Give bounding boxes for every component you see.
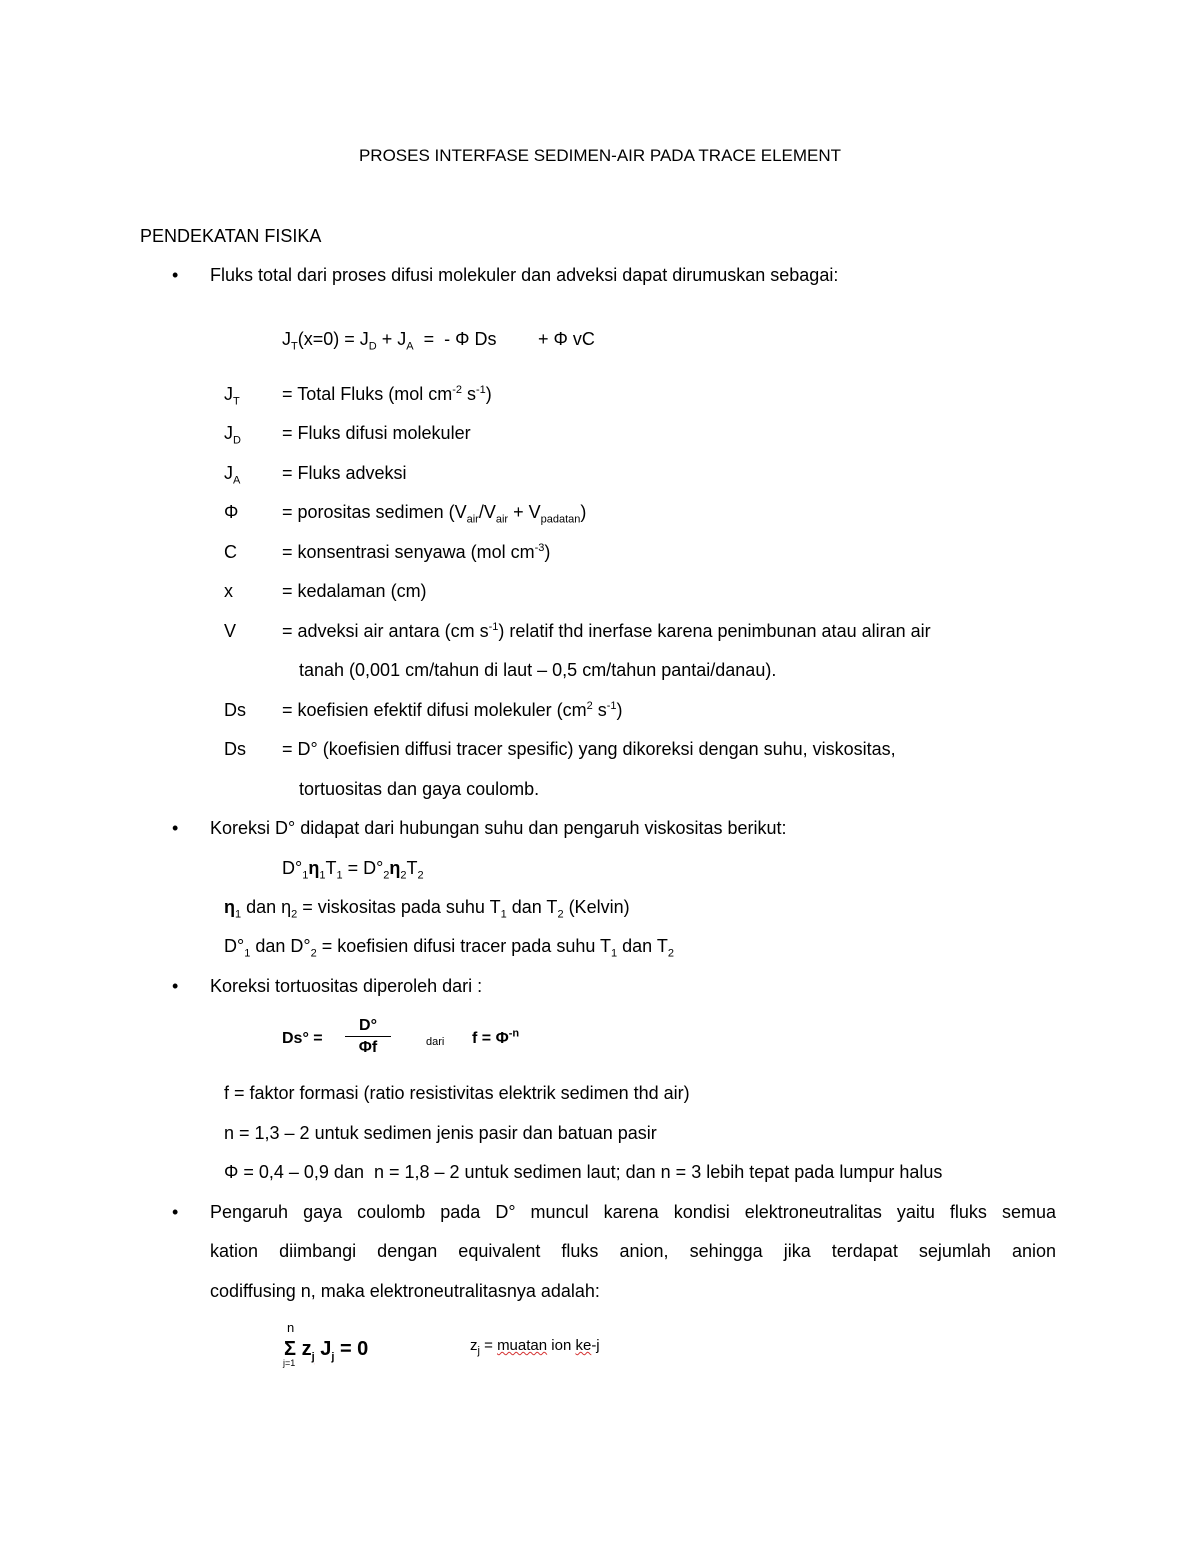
bullet-text-coulomb-line3: codiffusing n, maka elektroneutralitasnya adalah: xyxy=(210,1281,600,1301)
equation-viscosity: $D^\circ_1\eta_1T_1 = D^\circ_2\eta_2T_2$ xyxy=(282,858,424,882)
bullet-marker: • xyxy=(172,818,179,838)
definition-symbol: C xyxy=(224,542,237,562)
bullet-text-total-flux: Fluks total dari proses difusi molekuler dan adveksi dapat dirumuskan sebagai: xyxy=(210,265,839,285)
equation-advection-term: + Φ vC xyxy=(538,329,595,349)
definition-advection-flux: = Fluks adveksi xyxy=(282,463,407,483)
bullet-marker: • xyxy=(172,265,179,285)
fraction-denominator: Φf xyxy=(358,1039,378,1056)
definition-advection-continued: tanah (0,001 cm/tahun di laut – 0,5 cm/tahun pantai/danau). xyxy=(299,660,777,680)
definition-corrected-diffusion-continued: tortuositas dan gaya coulomb. xyxy=(299,779,540,799)
bullet-text-coulomb-line2: kation diimbangi dengan equivalent fluks anion, sehingga jika terdapat sejumlah anion xyxy=(210,1241,1056,1261)
bullet-marker: • xyxy=(172,1202,179,1222)
equation-total-flux: $J_T(x=0) = J_D + J_A$ = - Φ Ds xyxy=(282,329,497,353)
definition-symbol: Ds xyxy=(224,700,246,720)
definition-symbol: Ds xyxy=(224,739,246,759)
bullet-marker: • xyxy=(172,976,179,996)
equation-formation-factor: $f = \Phi^{-n}$ xyxy=(472,1027,520,1047)
fraction-numerator: D° xyxy=(345,1016,391,1037)
sum-upper-limit: n xyxy=(287,1320,295,1335)
definition-concentration: = konsentrasi senyawa (mol $cm^{-3}$) xyxy=(282,542,551,562)
definition-symbol: $J_T$ xyxy=(224,384,240,408)
definition-total-flux: = Total Fluks (mol $cm^{-2}$ $s^{-1}$) xyxy=(282,384,492,404)
definition-symbol: x xyxy=(224,581,233,601)
definition-advection: = adveksi air antara (cm $s^{-1}$) relatif thd inerfase karena penimbunan atau aliran air xyxy=(282,621,931,641)
note-viscosity: $\eta_1$ dan $\eta_2$ = viskositas pada suhu $T_1$ dan $T_2$ (Kelvin) xyxy=(224,897,630,921)
equation-tortuosity-lhs: Ds° = xyxy=(282,1030,323,1047)
definition-depth: = kedalaman (cm) xyxy=(282,581,427,601)
equation-tortuosity-connector: dari xyxy=(426,1036,445,1048)
note-sea-sediment: Φ = 0,4 – 0,9 dan n = 1,8 – 2 untuk sedimen laut; dan n = 3 lebih tepat pada lumpur halus xyxy=(224,1162,943,1182)
note-formation-factor: f = faktor formasi (ratio resistivitas elektrik sedimen thd air) xyxy=(224,1083,690,1103)
equation-tortuosity-fraction xyxy=(345,1016,391,1059)
equation-electroneutrality: Σ $z_j$ $J_j = 0$ xyxy=(284,1338,369,1363)
note-diffusion-coefficients: $D^\circ_1$ dan $D^\circ_2$ = koefisien difusi tracer pada suhu $T_1$ dan $T_2$ xyxy=(224,936,674,960)
definition-effective-diffusion: = koefisien efektif difusi molekuler ($cm^2$ $s^{-1}$) xyxy=(282,700,623,720)
definition-diffusion-flux: = Fluks difusi molekuler xyxy=(282,423,471,443)
definition-symbol: V xyxy=(224,621,237,641)
definition-symbol: $J_D$ xyxy=(224,423,241,447)
definition-corrected-diffusion: = D° (koefisien diffusi tracer spesific) yang dikoreksi dengan suhu, viskositas, xyxy=(282,739,896,759)
definition-symbol: Φ xyxy=(224,502,239,522)
bullet-text-viscosity-correction: Koreksi D° didapat dari hubungan suhu dan pengaruh viskositas berikut: xyxy=(210,818,787,838)
note-sand-exponent: n = 1,3 – 2 untuk sedimen jenis pasir dan batuan pasir xyxy=(224,1123,657,1143)
document-title: PROSES INTERFASE SEDIMEN-AIR PADA TRACE ELEMENT xyxy=(358,146,842,165)
bullet-text-tortuosity: Koreksi tortuositas diperoleh dari : xyxy=(210,976,483,996)
definition-porosity: = porositas sedimen $(V_{air}/V_{air} + V_{padatan})$ xyxy=(282,502,587,526)
sum-lower-limit: j=1 xyxy=(283,1358,296,1368)
definition-symbol: $J_A$ xyxy=(224,463,241,487)
section-heading: PENDEKATAN FISIKA xyxy=(140,226,322,246)
note-ion-charge: $z_j = muatan$ ion ke-j xyxy=(470,1337,600,1357)
bullet-text-coulomb-line1: Pengaruh gaya coulomb pada D° muncul karena kondisi elektroneutralitas yaitu fluks semua xyxy=(210,1202,1056,1222)
